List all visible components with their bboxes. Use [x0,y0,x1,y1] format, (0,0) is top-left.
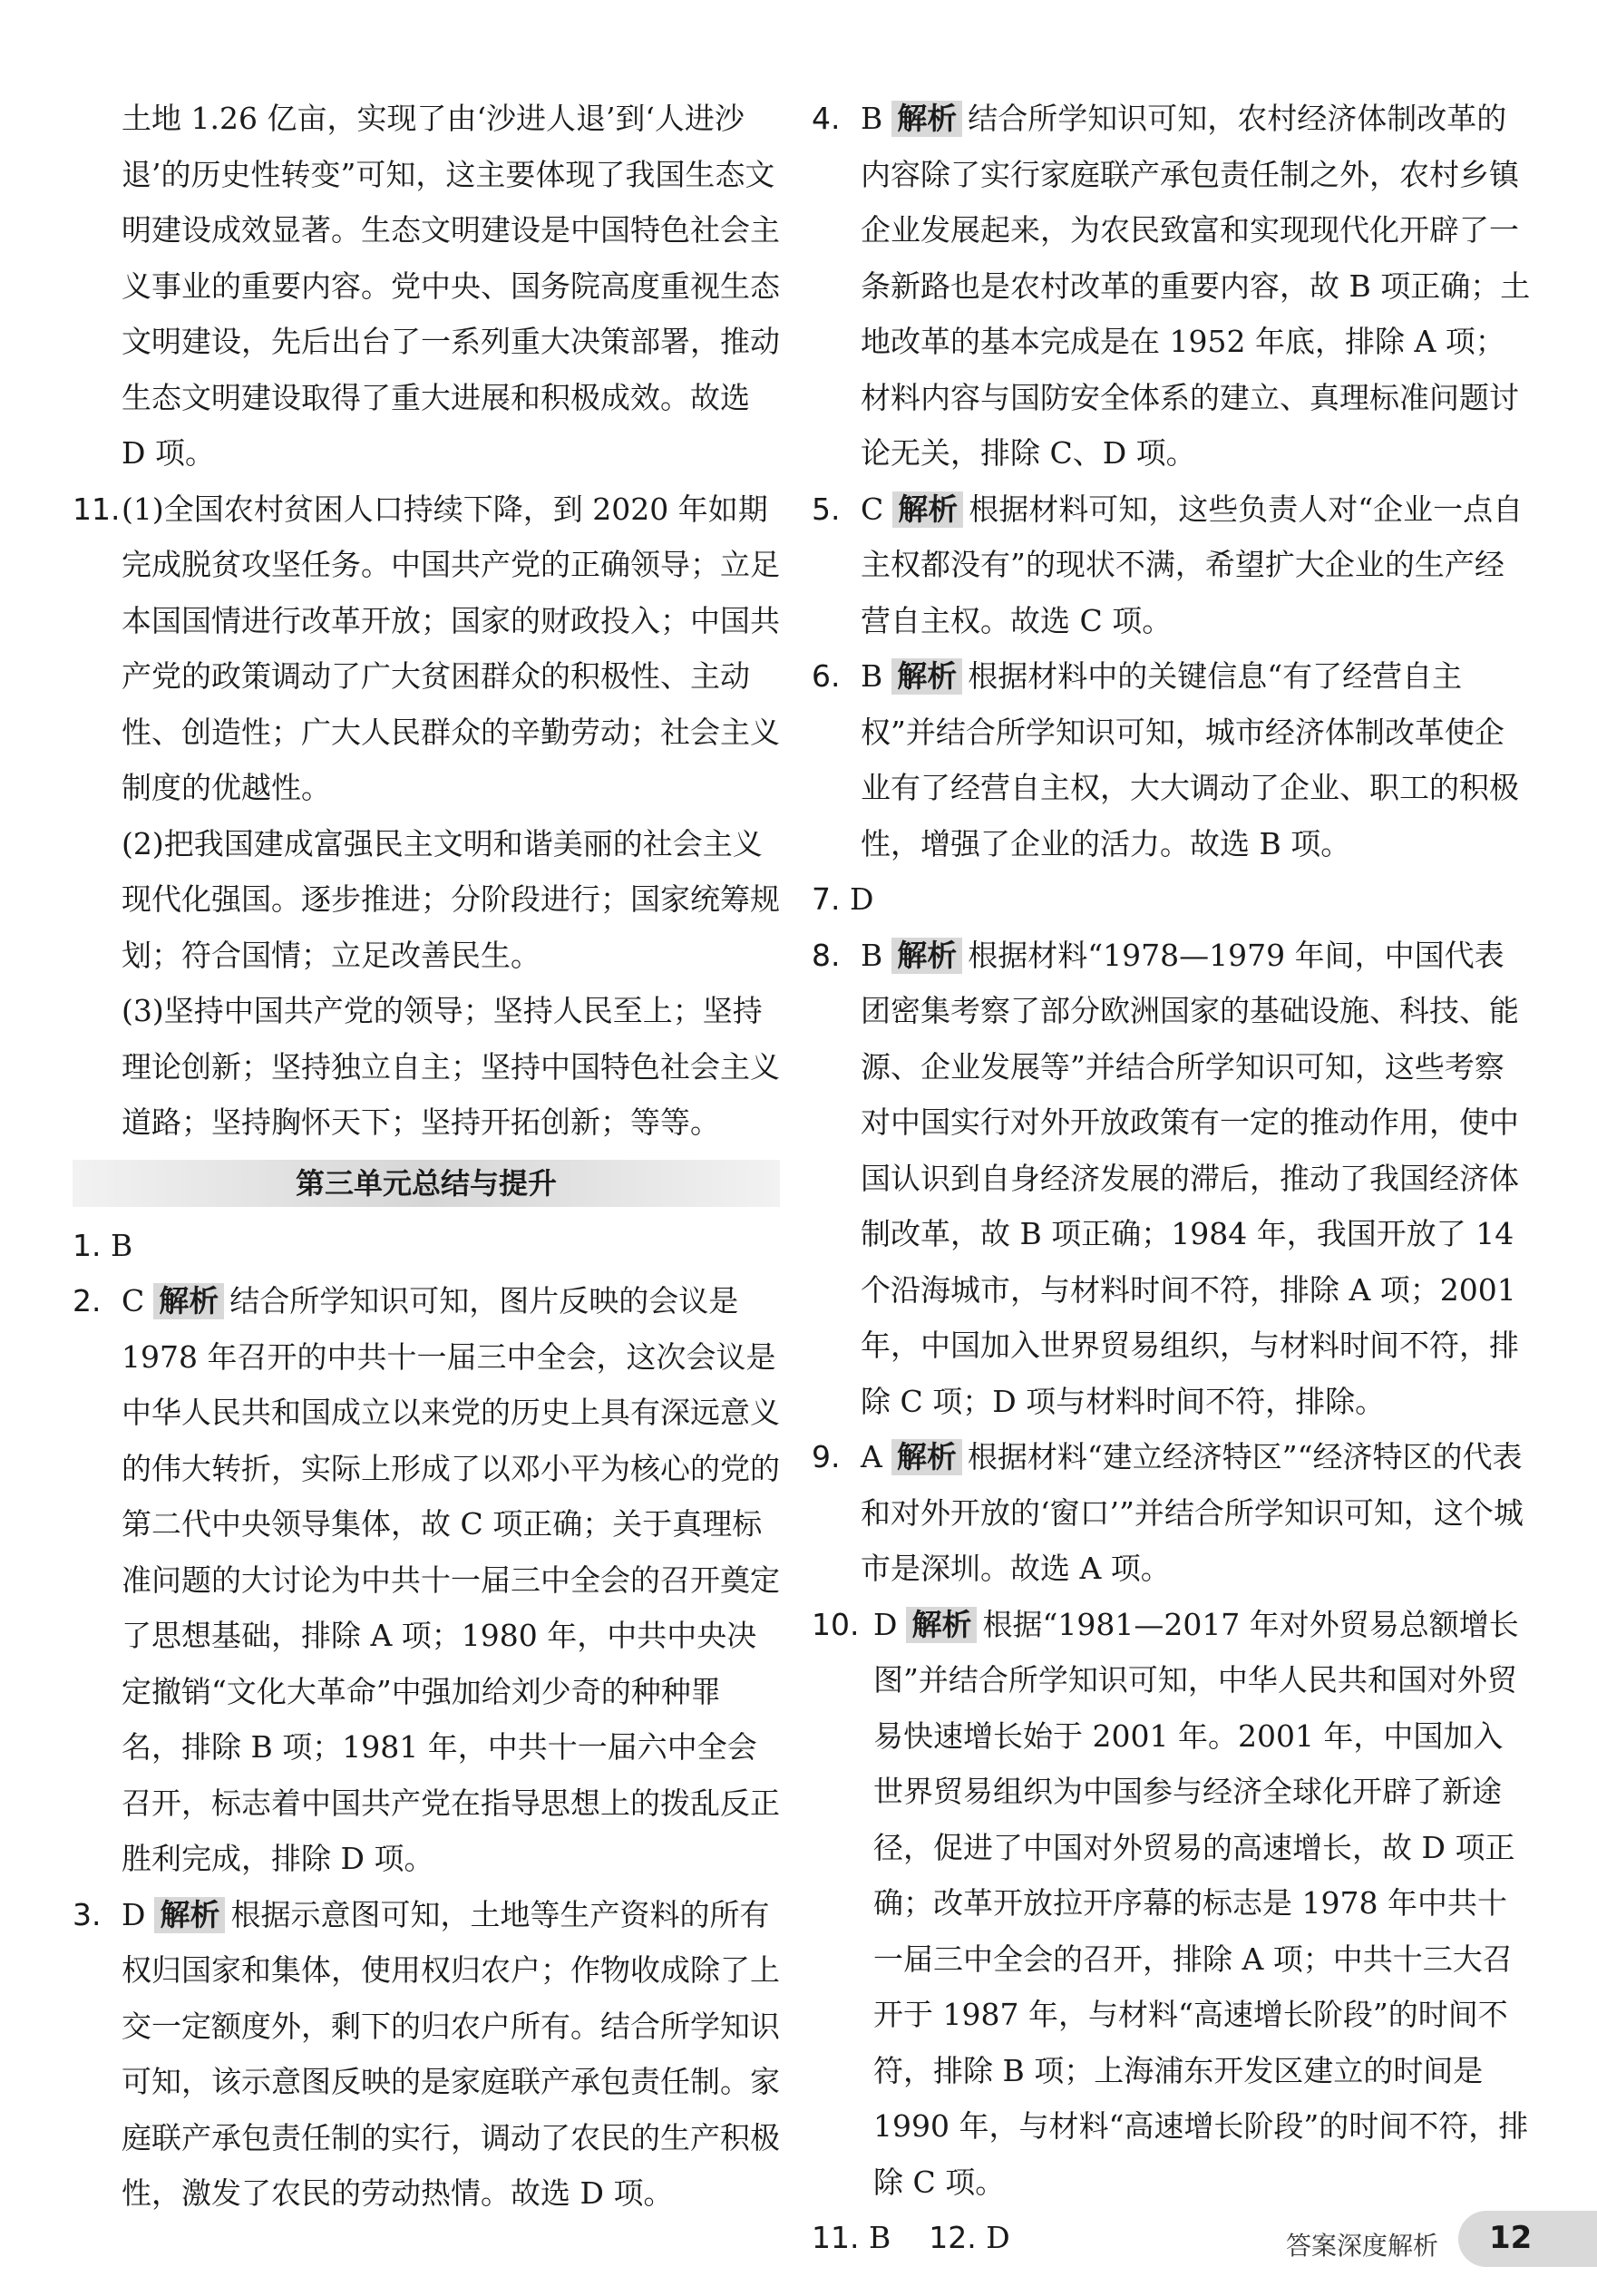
question-number: 5. [812,491,841,527]
answer-letter: B [868,2220,891,2255]
answer-letter: C [122,1283,145,1318]
analysis-tag: 解析 [891,938,962,974]
analysis-tag: 解析 [906,1607,977,1643]
question-number: 3. [73,1896,102,1932]
answer-4 [812,91,1533,482]
answer-2 [73,1273,780,1887]
question-number: 8. [812,937,841,973]
question-number: 11. [73,491,121,527]
analysis-tag: 解析 [892,491,963,528]
answer-letter: D [850,881,874,917]
answer-10-continuation [73,91,780,482]
answer-part-2: (2)把我国建成富强民主文明和谐美丽的社会主义现代化强国。逐步推进；分阶段进行；国家统筹规划；符合国情；立足改善民生。 [122,825,780,973]
page-number: 12 [1489,2220,1533,2256]
answer-9 [812,1429,1533,1597]
answer-letter: B [861,937,883,973]
answer-part-1: (1)全国农村贫困人口持续下降，到 2020 年如期完成脱贫攻坚任务。中国共产党的正确领导；立足本国国情进行改革开放；国家的财政投入；中国共产党的政策调动了广大贫困群众的积极性、主动性、创造性；广大人民群众的辛勤劳动；社会主义制度的优越性。 [122,491,780,805]
analysis-tag: 解析 [891,101,962,137]
analysis-text: 结合所学知识可知，农村经济体制改革的内容除了实行家庭联产承包责任制之外，农村乡镇企业发展起来，为农民致富和实现现代化开辟了一条新路也是农村改革的重要内容，故 B 项正确；土地改革的基本完成是在 1952 年底，排除 A 项；材料内容与国防安全体系的建立、真理标准问题讨论无关，排除 C、D 项。 [861,101,1531,471]
answer-letter: B [111,1227,133,1263]
question-number: 10. [812,1606,860,1642]
question-number: 12. [929,2220,977,2255]
question-number: 4. [812,101,841,136]
question-number: 7. [812,881,841,917]
answer-11 [73,482,780,1151]
answer-10 [812,1597,1533,2211]
answer-3 [73,1887,780,2222]
answer-text: 土地 1.26 亿亩，实现了由‘沙进人退’到‘人进沙退’的历史性转变”可知，这主要体现了我国生态文明建设成效显著。生态文明建设是中国特色社会主义事业的重要内容。党中央、国务院高度重视生态文明建设，先后出台了一系列重大决策部署，推动生态文明建设取得了重大进展和积极成效。故选 D 项。 [122,101,780,471]
analysis-tag: 解析 [154,1897,225,1933]
analysis-text: 结合所学知识可知，图片反映的会议是 1978 年召开的中共十一届三中全会，这次会议是中华人民共和国成立以来党的历史上具有深远意义的伟大转折，实际上形成了以邓小平为核心的党的第二代中央领导集体，故 C 项正确；关于真理标准问题的大讨论为中共十一届三中全会的召开奠定了思想基础，排除 A 项；1980 年，中共中央决定撤销“文化大革命”中强加给刘少奇的种种罪名，排除 B 项；1981 年，中共十一届六中全会召开，标志着中国共产党在指导思想上的拨乱反正胜利完成，排除 D 项。 [122,1283,780,1876]
answer-8 [812,928,1533,1430]
answer-part-3: (3)坚持中国共产党的领导；坚持人民至上；坚持理论创新；坚持独立自主；坚持中国特色社会主义道路；坚持胸怀天下；坚持开拓创新；等等。 [122,993,780,1140]
answer-1 [73,1218,780,1274]
analysis-text: 根据材料中的关键信息“有了经营自主权”并结合所学知识可知，城市经济体制改革使企业有了经营自主权，大大调动了企业、职工的积极性，增强了企业的活力。故选 B 项。 [861,658,1519,861]
analysis-text: 根据材料“建立经济特区”“经济特区的代表和对外开放的‘窗口’”并结合所学知识可知，这个城市是深圳。故选 A 项。 [861,1439,1524,1586]
question-number: 11. [812,2220,860,2255]
answer-letter: B [861,658,883,694]
footer-label: 答案深度解析 [1286,2231,1439,2261]
question-number: 2. [73,1283,102,1318]
analysis-text: 根据材料“1978—1979 年间，中国代表团密集考察了部分欧洲国家的基础设施、科技、能源、企业发展等”并结合所学知识可知，这些考察对中国实行对外开放政策有一定的推动作用，使中国认识到自身经济发展的滞后，推动了我国经济体制改革，故 B 项正确；1984 年，我国开放了 14 个沿海城市，与材料时间不符，排除 A 项；2001 年，中国加入世界贸易组织，与材料时间不符，排除 C 项；D 项与材料时间不符，排除。 [861,937,1519,1419]
answer-7 [812,871,1533,928]
analysis-tag: 解析 [891,1439,962,1475]
answer-letter: D [873,1606,898,1642]
analysis-text: 根据“1981—2017 年对外贸易总额增长图”并结合所学知识可知，中华人民共和国对外贸易快速增长始于 2001 年。2001 年，中国加入世界贸易组织为中国参与经济全球化开辟了新途径，促进了中国对外贸易的高速增长，故 D 项正确；改革开放拉开序幕的标志是 1978 年中共十一届三中全会的召开，排除 A 项；中共十三大召开于 1987 年，与材料“高速增长阶段”的时间不符，排除 B 项；上海浦东开发区建立的时间是 1990 年，与材料“高速增长阶段”的时间不符，排除 C 项。 [873,1606,1529,2200]
answer-letter: A [861,1439,882,1474]
section-title: 第三单元总结与提升 [73,1160,780,1207]
analysis-text: 根据材料可知，这些负责人对“企业一点自主权都没有”的现状不满，希望扩大企业的生产经营自主权。故选 C 项。 [861,491,1524,638]
question-number: 6. [812,658,841,694]
answer-letter: B [861,101,883,136]
analysis-tag: 解析 [891,658,962,695]
answer-letter: D [986,2220,1010,2255]
analysis-tag: 解析 [153,1283,224,1319]
answer-letter: D [122,1896,146,1932]
question-number: 1. [73,1227,102,1263]
question-number: 9. [812,1439,841,1474]
answer-letter: C [861,491,884,527]
analysis-text: 根据示意图可知，土地等生产资料的所有权归国家和集体，使用权归农户；作物收成除了上交一定额度外，剩下的归农户所有。结合所学知识可知，该示意图反映的是家庭联产承包责任制。家庭联产承包责任制的实行，调动了农民的生产积极性，激发了农民的劳动热情。故选 D 项。 [122,1896,780,2211]
answer-5 [812,482,1533,649]
answer-6 [812,648,1533,871]
right-column [812,91,1533,2266]
left-column [73,91,780,2222]
